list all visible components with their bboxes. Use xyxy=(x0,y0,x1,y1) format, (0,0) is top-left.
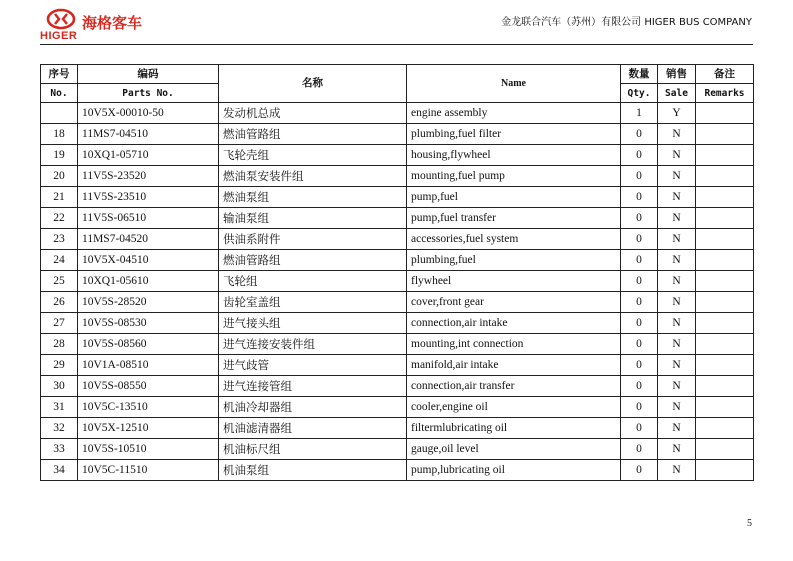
cell-name-en: mounting,fuel pump xyxy=(407,166,621,187)
cell-qty: 0 xyxy=(621,355,658,376)
cell-qty: 0 xyxy=(621,334,658,355)
cell-name-cn: 进气连接管组 xyxy=(219,376,407,397)
cell-sale: N xyxy=(658,124,696,145)
table-row xyxy=(41,145,754,166)
parts-table-body xyxy=(41,103,754,481)
table-row xyxy=(41,397,754,418)
cell-part-number: 10V5X-12510 xyxy=(78,418,219,439)
cell-no: 22 xyxy=(41,208,78,229)
cell-remarks xyxy=(696,208,754,229)
header-sale-cn: 销售 xyxy=(658,65,696,84)
cell-qty: 0 xyxy=(621,124,658,145)
header-code-cn: 编码 xyxy=(78,65,219,84)
header-name-en: Name xyxy=(407,65,621,103)
cell-part-number: 10V5X-04510 xyxy=(78,250,219,271)
cell-name-en: flywheel xyxy=(407,271,621,292)
cell-part-number: 10V5X-00010-50 xyxy=(78,103,219,124)
table-row xyxy=(41,208,754,229)
cell-sale: N xyxy=(658,418,696,439)
header-sale-en: Sale xyxy=(658,84,696,103)
cell-part-number: 10V1A-08510 xyxy=(78,355,219,376)
cell-sale: N xyxy=(658,271,696,292)
cell-part-number: 10V5S-08560 xyxy=(78,334,219,355)
table-row xyxy=(41,355,754,376)
cell-qty: 0 xyxy=(621,439,658,460)
cell-name-cn: 机油冷却器组 xyxy=(219,397,407,418)
table-row xyxy=(41,292,754,313)
cell-name-en: engine assembly xyxy=(407,103,621,124)
cell-qty: 0 xyxy=(621,292,658,313)
cell-sale: N xyxy=(658,460,696,481)
cell-name-cn: 齿轮室盖组 xyxy=(219,292,407,313)
table-row xyxy=(41,313,754,334)
cell-no: 27 xyxy=(41,313,78,334)
cell-qty: 0 xyxy=(621,145,658,166)
cell-name-en: plumbing,fuel filter xyxy=(407,124,621,145)
cell-no: 26 xyxy=(41,292,78,313)
cell-part-number: 10XQ1-05610 xyxy=(78,271,219,292)
cell-no: 28 xyxy=(41,334,78,355)
cell-part-number: 10V5C-13510 xyxy=(78,397,219,418)
cell-name-en: manifold,air intake xyxy=(407,355,621,376)
cell-name-en: gauge,oil level xyxy=(407,439,621,460)
cell-name-en: filtermlubricating oil xyxy=(407,418,621,439)
parts-table-header xyxy=(41,65,754,103)
cell-remarks xyxy=(696,292,754,313)
cell-part-number: 10V5S-08530 xyxy=(78,313,219,334)
cell-no xyxy=(41,103,78,124)
cell-remarks xyxy=(696,376,754,397)
cell-name-cn: 飞轮组 xyxy=(219,271,407,292)
cell-no: 19 xyxy=(41,145,78,166)
table-row xyxy=(41,250,754,271)
table-row xyxy=(41,103,754,124)
cell-name-cn: 机油泵组 xyxy=(219,460,407,481)
table-row xyxy=(41,418,754,439)
cell-part-number: 10V5S-08550 xyxy=(78,376,219,397)
table-row xyxy=(41,334,754,355)
higer-logo xyxy=(40,8,150,42)
cell-name-cn: 发动机总成 xyxy=(219,103,407,124)
table-row xyxy=(41,229,754,250)
cell-name-cn: 燃油管路组 xyxy=(219,250,407,271)
cell-part-number: 10V5S-10510 xyxy=(78,439,219,460)
header-divider xyxy=(40,44,753,45)
cell-remarks xyxy=(696,397,754,418)
cell-sale: N xyxy=(658,397,696,418)
table-row xyxy=(41,460,754,481)
company-name: 金龙联合汽车（苏州）有限公司 HIGER BUS COMPANY xyxy=(501,17,752,28)
cell-remarks xyxy=(696,271,754,292)
cell-name-cn: 燃油管路组 xyxy=(219,124,407,145)
cell-remarks xyxy=(696,334,754,355)
cell-qty: 0 xyxy=(621,166,658,187)
cell-sale: N xyxy=(658,292,696,313)
cell-no: 25 xyxy=(41,271,78,292)
cell-part-number: 11V5S-23510 xyxy=(78,187,219,208)
cell-no: 30 xyxy=(41,376,78,397)
cell-no: 20 xyxy=(41,166,78,187)
cell-qty: 0 xyxy=(621,271,658,292)
cell-remarks xyxy=(696,418,754,439)
header-seq-cn: 序号 xyxy=(41,65,78,84)
cell-name-cn: 机油标尺组 xyxy=(219,439,407,460)
table-row xyxy=(41,376,754,397)
cell-sale: N xyxy=(658,439,696,460)
cell-name-en: connection,air transfer xyxy=(407,376,621,397)
cell-sale: N xyxy=(658,166,696,187)
logo-text-cn: 海格客车 xyxy=(82,14,143,32)
cell-sale: N xyxy=(658,376,696,397)
cell-no: 33 xyxy=(41,439,78,460)
cell-no: 31 xyxy=(41,397,78,418)
header-code-en: Parts No. xyxy=(78,84,219,103)
cell-no: 29 xyxy=(41,355,78,376)
header-remarks-en: Remarks xyxy=(696,84,754,103)
cell-qty: 0 xyxy=(621,250,658,271)
cell-qty: 0 xyxy=(621,208,658,229)
cell-name-cn: 进气接头组 xyxy=(219,313,407,334)
cell-name-cn: 供油系附件 xyxy=(219,229,407,250)
logo-text-en: HIGER xyxy=(40,30,78,42)
cell-part-number: 10XQ1-05710 xyxy=(78,145,219,166)
cell-sale: N xyxy=(658,187,696,208)
cell-name-en: pump,lubricating oil xyxy=(407,460,621,481)
cell-part-number: 11V5S-06510 xyxy=(78,208,219,229)
cell-qty: 0 xyxy=(621,229,658,250)
cell-no: 23 xyxy=(41,229,78,250)
cell-name-en: cover,front gear xyxy=(407,292,621,313)
cell-sale: N xyxy=(658,250,696,271)
cell-name-en: connection,air intake xyxy=(407,313,621,334)
cell-qty: 0 xyxy=(621,313,658,334)
table-row xyxy=(41,166,754,187)
higer-emblem-icon xyxy=(46,8,76,30)
table-row xyxy=(41,439,754,460)
cell-remarks xyxy=(696,145,754,166)
cell-qty: 0 xyxy=(621,397,658,418)
cell-part-number: 11MS7-04510 xyxy=(78,124,219,145)
cell-name-en: cooler,engine oil xyxy=(407,397,621,418)
cell-sale: N xyxy=(658,313,696,334)
cell-remarks xyxy=(696,229,754,250)
page-number: 5 xyxy=(747,518,752,529)
cell-sale: N xyxy=(658,208,696,229)
cell-name-cn: 燃油泵安装件组 xyxy=(219,166,407,187)
cell-name-cn: 进气连接安装件组 xyxy=(219,334,407,355)
header-qty-cn: 数量 xyxy=(621,65,658,84)
header-name-cn: 名称 xyxy=(219,65,407,103)
cell-remarks xyxy=(696,166,754,187)
cell-name-en: mounting,int connection xyxy=(407,334,621,355)
cell-qty: 1 xyxy=(621,103,658,124)
cell-qty: 0 xyxy=(621,187,658,208)
cell-no: 21 xyxy=(41,187,78,208)
cell-sale: N xyxy=(658,229,696,250)
cell-no: 18 xyxy=(41,124,78,145)
cell-remarks xyxy=(696,355,754,376)
cell-remarks xyxy=(696,250,754,271)
cell-remarks xyxy=(696,313,754,334)
cell-name-en: accessories,fuel system xyxy=(407,229,621,250)
cell-name-en: pump,fuel transfer xyxy=(407,208,621,229)
cell-name-en: housing,flywheel xyxy=(407,145,621,166)
cell-remarks xyxy=(696,460,754,481)
cell-sale: N xyxy=(658,145,696,166)
cell-part-number: 11V5S-23520 xyxy=(78,166,219,187)
cell-sale: N xyxy=(658,334,696,355)
cell-part-number: 10V5C-11510 xyxy=(78,460,219,481)
cell-no: 32 xyxy=(41,418,78,439)
cell-no: 34 xyxy=(41,460,78,481)
cell-name-en: plumbing,fuel xyxy=(407,250,621,271)
header-remarks-cn: 备注 xyxy=(696,65,754,84)
cell-part-number: 11MS7-04520 xyxy=(78,229,219,250)
cell-part-number: 10V5S-28520 xyxy=(78,292,219,313)
cell-remarks xyxy=(696,103,754,124)
table-row xyxy=(41,187,754,208)
parts-table xyxy=(40,64,754,481)
cell-name-cn: 燃油泵组 xyxy=(219,187,407,208)
cell-remarks xyxy=(696,187,754,208)
header-qty-en: Qty. xyxy=(621,84,658,103)
cell-name-en: pump,fuel xyxy=(407,187,621,208)
cell-sale: Y xyxy=(658,103,696,124)
cell-qty: 0 xyxy=(621,460,658,481)
cell-no: 24 xyxy=(41,250,78,271)
table-row xyxy=(41,271,754,292)
cell-name-cn: 机油滤清器组 xyxy=(219,418,407,439)
cell-sale: N xyxy=(658,355,696,376)
cell-name-cn: 输油泵组 xyxy=(219,208,407,229)
cell-qty: 0 xyxy=(621,418,658,439)
cell-remarks xyxy=(696,439,754,460)
cell-qty: 0 xyxy=(621,376,658,397)
header-seq-en: No. xyxy=(41,84,78,103)
cell-name-cn: 进气歧管 xyxy=(219,355,407,376)
table-row xyxy=(41,124,754,145)
cell-remarks xyxy=(696,124,754,145)
cell-name-cn: 飞轮壳组 xyxy=(219,145,407,166)
